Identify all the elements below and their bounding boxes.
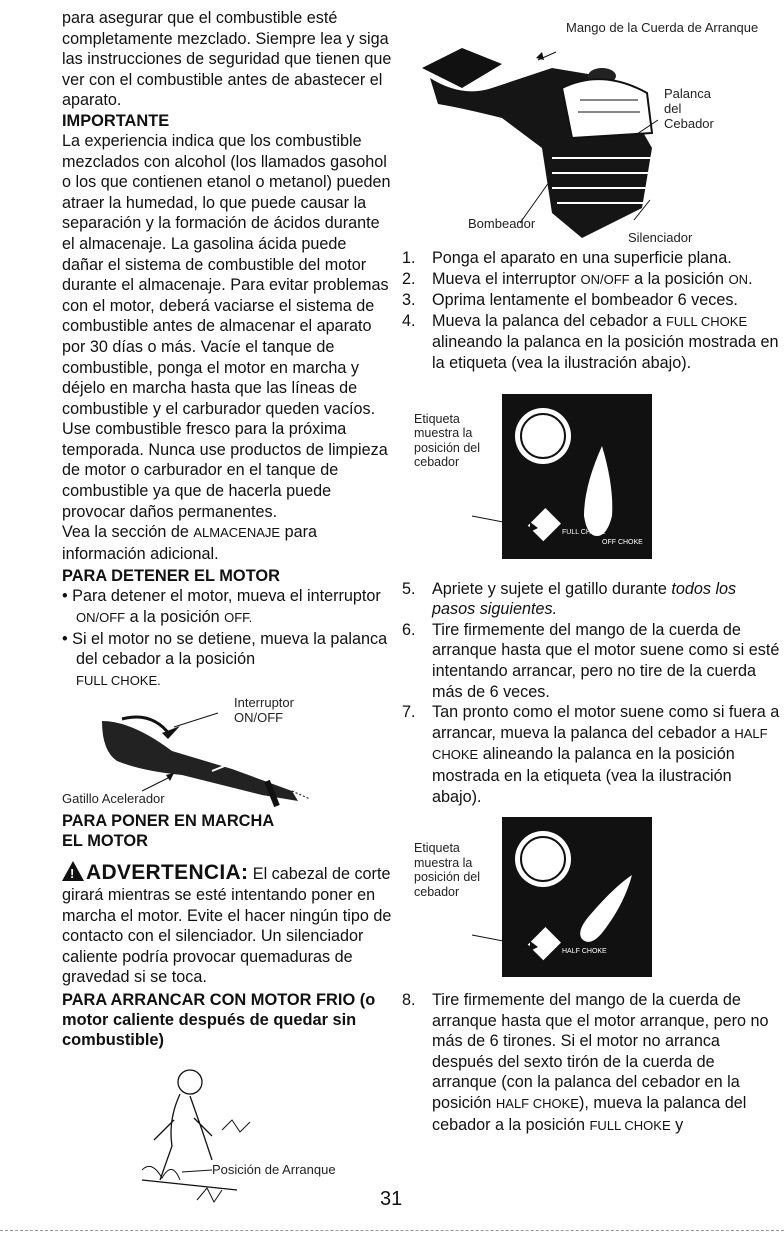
starting-position-figure [62, 1060, 392, 1210]
choke-label-caption-2: Etiqueta muestra la posición del cebador [414, 841, 481, 899]
step-7: 7. Tan pronto como el motor suene como si fuera a arrancar, mueva la palanca del cebador a HALF CHOKE alineando la palanca en la posición mostrada en la etiqueta (vea la ilustración abajo). [402, 703, 780, 806]
start-heading: PARA PONER EN MARCHA EL MOTOR [62, 812, 274, 851]
stop-heading: PARA DETENER EL MOTOR [62, 567, 280, 586]
warning-paragraph: !ADVERTENCIA: El cabezal de corte girará mientras se esté intentando poner en marcha el motor. Evite el hacer ningún tipo de contacto con el silenciador. Un silenciador caliente podría provocar quemaduras de gravedad si se toca. [62, 861, 392, 988]
trimmer-handle-figure [62, 691, 392, 809]
step-1: 1. Ponga el aparato en una superficie plana. [402, 249, 732, 267]
half-choke-mark: HALF CHOKE [562, 948, 607, 956]
page-bottom-rule [0, 1230, 784, 1231]
off-choke-mark: OFF CHOKE [602, 538, 643, 546]
left-column [62, 8, 392, 1210]
choke-lever-label: Palanca del Cebador [664, 86, 714, 131]
stop-bullet-2: • Si el motor no se detiene, mueva la palanca del cebador a la posición FULL CHOKE. [62, 629, 388, 688]
muffler-label: Silenciador [628, 230, 693, 245]
important-heading: IMPORTANTE [62, 111, 170, 130]
choke-label-full-illustration [402, 386, 780, 561]
starter-handle-label: Mango de la Cuerda de Arranque [566, 20, 759, 35]
warning-triangle-icon [62, 861, 84, 881]
choke-label-half-illustration [402, 815, 780, 980]
on-off-switch-label: Interruptor ON/OFF [234, 695, 294, 726]
primer-bulb-label: Bombeador [468, 216, 536, 231]
intro-paragraph: para asegurar que el combustible esté completamente mezclado. Siempre lea y siga las instrucciones de seguridad que tienen que ver con el combustible antes de abastecer el aparato. [62, 9, 392, 110]
step-4: 4. Mueva la palanca del cebador a FULL CHOKE alineando la palanca en la posición mostrada en la etiqueta (vea la ilustración abajo). [402, 311, 779, 372]
steps-list-b [402, 579, 780, 808]
cold-start-heading: PARA ARRANCAR CON MOTOR FRIO (o motor caliente después de quedar sin combustible) [62, 990, 376, 1049]
start-position-label: Posición de Arranque [212, 1161, 336, 1177]
step-3: 3. Oprima lentamente el bombeador 6 veces. [402, 291, 738, 310]
choke-label-figure-full [402, 386, 780, 561]
page-number: 31 [380, 1188, 403, 1210]
right-column [402, 8, 780, 1136]
throttle-trigger-label: Gatillo Acelerador [62, 791, 165, 807]
engine-figure [402, 8, 780, 248]
full-choke-mark: FULL CHOKE [562, 528, 606, 536]
steps-list-c [402, 990, 780, 1136]
step-8: 8. Tire firmemente del mango de la cuerda de arranque hasta que el motor arranque, pero no más de 6 tirones. Si el motor no arranca después del sexto tirón de la cuerda de arranque (con la palanca del cebador en la posición HALF CHOKE), mueva la palanca del cebador a la posición FULL CHOKE y [402, 991, 769, 1134]
step-6: 6. Tire firmemente del mango de la cuerda de arranque hasta que el motor suene como si esté intentando arrancar, pero no tire de la cuerda más de 6 veces. [402, 620, 780, 701]
step-5: 5. Apriete y sujete el gatillo durante todos los pasos siguientes. [402, 579, 737, 619]
starting-position-illustration [62, 1060, 392, 1210]
steps-list-a [402, 248, 780, 374]
important-text-storage: Vea la sección de ALMACENAJE para información adicional. [62, 523, 317, 563]
stop-bullet-1: • Para detener el motor, mueva el interruptor ON/OFF a la posición OFF. [62, 587, 381, 627]
choke-label-figure-half [402, 815, 780, 980]
important-text: La experiencia indica que los combustible mezclados con alcohol (los llamados gasohol o los que contienen etanol o metanol) pueden atraer la humedad, lo que puede causar la separación y la formación de ácidos durante el almacenaje. La gasolina ácida puede dañar el sistema de combustible del motor durante el almacenaje. Para evitar problemas con el motor, deberá vaciarse el sistema de combustible antes de almacenar el aparato por 30 días o más. Vacíe el tanque de combustible, ponga el motor en marcha y déjelo en marcha hasta que las líneas de combustible y el carburador queden vacíos. Use combustible fresco para la próxima temporada. Nunca use productos de limpieza de motor o carburador en el tanque de combustible ya que de hacerla puede provocar daños permanentes. [62, 131, 391, 521]
choke-label-caption: Etiqueta muestra la posición del cebador [414, 411, 481, 470]
step-2: 2. Mueva el interruptor ON/OFF a la posición ON. [402, 269, 753, 288]
